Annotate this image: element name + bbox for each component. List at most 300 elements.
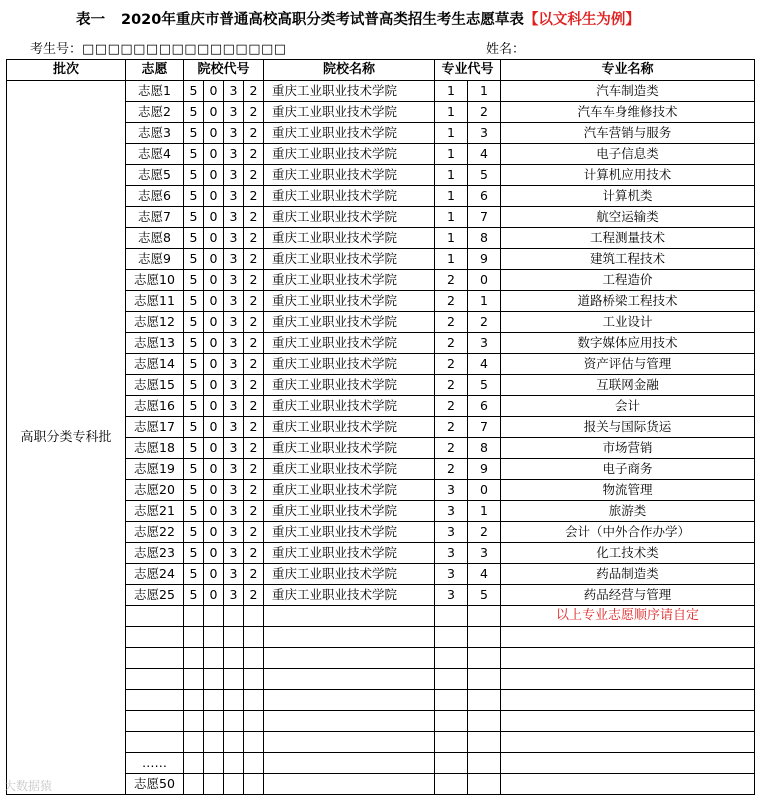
exam-number-boxes[interactable]: □□□□□□□□□□□□□□□□ xyxy=(82,42,287,57)
school-name-cell[interactable]: 重庆工业职业技术学院 xyxy=(264,312,435,333)
major-code-digit[interactable]: 1 xyxy=(435,144,468,165)
school-code-digit[interactable] xyxy=(224,732,244,753)
major-code-digit[interactable]: 8 xyxy=(468,438,501,459)
school-code-digit[interactable]: 5 xyxy=(184,249,204,270)
major-name-cell[interactable] xyxy=(501,648,755,669)
school-code-digit[interactable]: 5 xyxy=(184,522,204,543)
school-code-digit[interactable]: 0 xyxy=(204,438,224,459)
major-name-cell[interactable]: 物流管理 xyxy=(501,480,755,501)
school-code-digit[interactable]: 0 xyxy=(204,207,224,228)
school-code-digit[interactable]: 0 xyxy=(204,291,224,312)
major-code-digit[interactable]: 2 xyxy=(435,291,468,312)
school-code-digit[interactable]: 3 xyxy=(224,396,244,417)
school-code-digit[interactable]: 3 xyxy=(224,417,244,438)
major-code-digit[interactable]: 3 xyxy=(468,333,501,354)
school-name-cell[interactable] xyxy=(264,753,435,774)
school-code-digit[interactable]: 0 xyxy=(204,459,224,480)
school-code-digit[interactable]: 2 xyxy=(244,165,264,186)
major-code-digit[interactable]: 2 xyxy=(435,417,468,438)
school-code-digit[interactable]: 0 xyxy=(204,144,224,165)
major-code-digit[interactable]: 8 xyxy=(468,228,501,249)
major-name-cell[interactable] xyxy=(501,753,755,774)
major-code-digit[interactable]: 5 xyxy=(468,375,501,396)
major-code-digit[interactable]: 3 xyxy=(435,585,468,606)
school-code-digit[interactable]: 0 xyxy=(204,543,224,564)
wish-cell[interactable]: 志愿20 xyxy=(126,480,184,501)
school-code-digit[interactable]: 3 xyxy=(224,354,244,375)
major-code-digit[interactable]: 3 xyxy=(468,543,501,564)
major-code-digit[interactable]: 3 xyxy=(435,480,468,501)
major-code-digit[interactable]: 2 xyxy=(468,102,501,123)
school-code-digit[interactable]: 5 xyxy=(184,543,204,564)
major-name-cell[interactable]: 汽车制造类 xyxy=(501,81,755,102)
school-code-digit[interactable]: 0 xyxy=(204,333,224,354)
school-name-cell[interactable] xyxy=(264,606,435,627)
major-code-digit[interactable]: 1 xyxy=(435,249,468,270)
school-code-digit[interactable]: 0 xyxy=(204,81,224,102)
major-name-cell[interactable]: 会计 xyxy=(501,396,755,417)
school-code-digit[interactable]: 2 xyxy=(244,207,264,228)
school-name-cell[interactable]: 重庆工业职业技术学院 xyxy=(264,522,435,543)
school-code-digit[interactable]: 5 xyxy=(184,165,204,186)
school-code-digit[interactable]: 2 xyxy=(244,522,264,543)
school-code-digit[interactable] xyxy=(184,753,204,774)
school-code-digit[interactable]: 5 xyxy=(184,585,204,606)
school-code-digit[interactable]: 5 xyxy=(184,144,204,165)
school-code-digit[interactable]: 3 xyxy=(224,543,244,564)
school-code-digit[interactable]: 5 xyxy=(184,375,204,396)
school-code-digit[interactable]: 2 xyxy=(244,543,264,564)
school-name-cell[interactable] xyxy=(264,648,435,669)
school-code-digit[interactable] xyxy=(184,690,204,711)
school-code-digit[interactable]: 0 xyxy=(204,564,224,585)
school-code-digit[interactable]: 2 xyxy=(244,333,264,354)
major-name-cell[interactable] xyxy=(501,669,755,690)
major-code-digit[interactable]: 4 xyxy=(468,564,501,585)
major-code-digit[interactable]: 2 xyxy=(435,438,468,459)
major-name-cell[interactable]: 电子信息类 xyxy=(501,144,755,165)
school-code-digit[interactable] xyxy=(244,753,264,774)
school-name-cell[interactable]: 重庆工业职业技术学院 xyxy=(264,396,435,417)
school-code-digit[interactable]: 2 xyxy=(244,102,264,123)
major-code-digit[interactable]: 2 xyxy=(435,396,468,417)
school-name-cell[interactable] xyxy=(264,690,435,711)
wish-cell[interactable]: 志愿14 xyxy=(126,354,184,375)
major-code-digit[interactable] xyxy=(435,690,468,711)
school-code-digit[interactable]: 0 xyxy=(204,480,224,501)
school-code-digit[interactable]: 5 xyxy=(184,312,204,333)
school-name-cell[interactable]: 重庆工业职业技术学院 xyxy=(264,207,435,228)
school-code-digit[interactable]: 2 xyxy=(244,438,264,459)
wish-cell[interactable]: …… xyxy=(126,753,184,774)
major-code-digit[interactable] xyxy=(468,774,501,795)
school-code-digit[interactable]: 0 xyxy=(204,186,224,207)
major-code-digit[interactable]: 0 xyxy=(468,480,501,501)
major-code-digit[interactable]: 6 xyxy=(468,186,501,207)
major-name-cell[interactable]: 汽车车身维修技术 xyxy=(501,102,755,123)
school-code-digit[interactable]: 5 xyxy=(184,438,204,459)
school-code-digit[interactable]: 3 xyxy=(224,564,244,585)
major-code-digit[interactable]: 0 xyxy=(468,270,501,291)
school-code-digit[interactable]: 2 xyxy=(244,123,264,144)
major-code-digit[interactable]: 3 xyxy=(468,123,501,144)
major-code-digit[interactable] xyxy=(435,606,468,627)
school-code-digit[interactable]: 5 xyxy=(184,228,204,249)
school-code-digit[interactable] xyxy=(244,690,264,711)
school-code-digit[interactable] xyxy=(204,711,224,732)
major-name-cell[interactable]: 汽车营销与服务 xyxy=(501,123,755,144)
school-code-digit[interactable]: 2 xyxy=(244,480,264,501)
school-code-digit[interactable]: 3 xyxy=(224,186,244,207)
school-code-digit[interactable]: 3 xyxy=(224,249,244,270)
school-code-digit[interactable] xyxy=(224,753,244,774)
school-code-digit[interactable]: 3 xyxy=(224,312,244,333)
major-code-digit[interactable]: 1 xyxy=(435,81,468,102)
school-code-digit[interactable]: 2 xyxy=(244,501,264,522)
major-code-digit[interactable]: 4 xyxy=(468,354,501,375)
major-code-digit[interactable]: 3 xyxy=(435,522,468,543)
school-code-digit[interactable]: 5 xyxy=(184,459,204,480)
school-code-digit[interactable] xyxy=(244,648,264,669)
school-code-digit[interactable]: 0 xyxy=(204,522,224,543)
wish-cell[interactable]: 志愿4 xyxy=(126,144,184,165)
school-code-digit[interactable] xyxy=(204,690,224,711)
school-code-digit[interactable] xyxy=(244,732,264,753)
major-code-digit[interactable]: 1 xyxy=(468,501,501,522)
wish-cell[interactable]: 志愿50 xyxy=(126,774,184,795)
major-name-cell[interactable]: 药品制造类 xyxy=(501,564,755,585)
major-code-digit[interactable]: 7 xyxy=(468,417,501,438)
major-code-digit[interactable] xyxy=(468,711,501,732)
major-name-cell[interactable]: 计算机类 xyxy=(501,186,755,207)
major-name-cell[interactable]: 建筑工程技术 xyxy=(501,249,755,270)
school-code-digit[interactable]: 2 xyxy=(244,249,264,270)
school-code-digit[interactable] xyxy=(224,711,244,732)
school-code-digit[interactable] xyxy=(204,669,224,690)
school-code-digit[interactable]: 2 xyxy=(244,354,264,375)
school-code-digit[interactable]: 0 xyxy=(204,396,224,417)
major-name-cell[interactable]: 市场营销 xyxy=(501,438,755,459)
major-code-digit[interactable]: 2 xyxy=(435,312,468,333)
major-code-digit[interactable]: 1 xyxy=(435,228,468,249)
major-name-cell[interactable] xyxy=(501,690,755,711)
school-name-cell[interactable]: 重庆工业职业技术学院 xyxy=(264,186,435,207)
school-code-digit[interactable]: 2 xyxy=(244,228,264,249)
school-code-digit[interactable]: 2 xyxy=(244,144,264,165)
school-code-digit[interactable]: 3 xyxy=(224,165,244,186)
school-code-digit[interactable]: 3 xyxy=(224,270,244,291)
school-code-digit[interactable]: 5 xyxy=(184,417,204,438)
school-code-digit[interactable]: 3 xyxy=(224,585,244,606)
school-code-digit[interactable] xyxy=(244,774,264,795)
school-code-digit[interactable]: 5 xyxy=(184,207,204,228)
major-code-digit[interactable]: 9 xyxy=(468,459,501,480)
school-name-cell[interactable] xyxy=(264,732,435,753)
major-name-cell[interactable] xyxy=(501,774,755,795)
school-code-digit[interactable] xyxy=(204,606,224,627)
wish-cell[interactable]: 志愿11 xyxy=(126,291,184,312)
school-code-digit[interactable] xyxy=(244,606,264,627)
school-code-digit[interactable]: 2 xyxy=(244,291,264,312)
school-code-digit[interactable]: 0 xyxy=(204,501,224,522)
school-name-cell[interactable]: 重庆工业职业技术学院 xyxy=(264,438,435,459)
wish-cell[interactable]: 志愿23 xyxy=(126,543,184,564)
school-code-digit[interactable] xyxy=(204,774,224,795)
wish-cell[interactable] xyxy=(126,690,184,711)
wish-cell[interactable]: 志愿5 xyxy=(126,165,184,186)
school-code-digit[interactable]: 2 xyxy=(244,585,264,606)
wish-cell[interactable] xyxy=(126,648,184,669)
school-code-digit[interactable]: 5 xyxy=(184,123,204,144)
major-name-cell[interactable]: 资产评估与管理 xyxy=(501,354,755,375)
school-code-digit[interactable] xyxy=(184,606,204,627)
wish-cell[interactable]: 志愿1 xyxy=(126,81,184,102)
major-code-digit[interactable] xyxy=(435,627,468,648)
school-code-digit[interactable] xyxy=(224,606,244,627)
wish-cell[interactable]: 志愿6 xyxy=(126,186,184,207)
school-code-digit[interactable]: 5 xyxy=(184,81,204,102)
school-name-cell[interactable]: 重庆工业职业技术学院 xyxy=(264,228,435,249)
major-code-digit[interactable]: 1 xyxy=(435,186,468,207)
school-code-digit[interactable]: 0 xyxy=(204,102,224,123)
school-code-digit[interactable]: 0 xyxy=(204,375,224,396)
school-name-cell[interactable]: 重庆工业职业技术学院 xyxy=(264,123,435,144)
school-name-cell[interactable]: 重庆工业职业技术学院 xyxy=(264,102,435,123)
school-code-digit[interactable]: 3 xyxy=(224,228,244,249)
wish-cell[interactable]: 志愿18 xyxy=(126,438,184,459)
major-code-digit[interactable]: 1 xyxy=(468,81,501,102)
wish-cell[interactable]: 志愿22 xyxy=(126,522,184,543)
major-code-digit[interactable]: 3 xyxy=(435,501,468,522)
school-code-digit[interactable] xyxy=(204,627,224,648)
wish-cell[interactable] xyxy=(126,669,184,690)
school-code-digit[interactable]: 5 xyxy=(184,480,204,501)
major-name-cell[interactable]: 数字媒体应用技术 xyxy=(501,333,755,354)
school-code-digit[interactable]: 3 xyxy=(224,501,244,522)
school-code-digit[interactable]: 5 xyxy=(184,333,204,354)
wish-cell[interactable]: 志愿21 xyxy=(126,501,184,522)
major-code-digit[interactable]: 9 xyxy=(468,249,501,270)
school-code-digit[interactable] xyxy=(184,627,204,648)
major-code-digit[interactable]: 2 xyxy=(435,459,468,480)
wish-cell[interactable]: 志愿16 xyxy=(126,396,184,417)
major-name-cell[interactable]: 化工技术类 xyxy=(501,543,755,564)
school-name-cell[interactable]: 重庆工业职业技术学院 xyxy=(264,375,435,396)
wish-cell[interactable] xyxy=(126,627,184,648)
major-code-digit[interactable]: 1 xyxy=(435,123,468,144)
school-code-digit[interactable] xyxy=(184,711,204,732)
major-name-cell[interactable]: 航空运输类 xyxy=(501,207,755,228)
wish-cell[interactable] xyxy=(126,732,184,753)
major-name-cell[interactable]: 旅游类 xyxy=(501,501,755,522)
major-code-digit[interactable]: 1 xyxy=(435,207,468,228)
school-code-digit[interactable] xyxy=(224,627,244,648)
major-code-digit[interactable]: 1 xyxy=(435,165,468,186)
school-code-digit[interactable]: 2 xyxy=(244,564,264,585)
school-code-digit[interactable]: 2 xyxy=(244,417,264,438)
major-code-digit[interactable] xyxy=(468,690,501,711)
major-code-digit[interactable] xyxy=(435,669,468,690)
school-code-digit[interactable]: 2 xyxy=(244,459,264,480)
wish-cell[interactable]: 志愿3 xyxy=(126,123,184,144)
major-name-cell[interactable]: 计算机应用技术 xyxy=(501,165,755,186)
school-code-digit[interactable] xyxy=(184,648,204,669)
school-code-digit[interactable]: 5 xyxy=(184,354,204,375)
school-code-digit[interactable] xyxy=(204,648,224,669)
wish-cell[interactable]: 志愿2 xyxy=(126,102,184,123)
major-name-cell[interactable]: 电子商务 xyxy=(501,459,755,480)
school-code-digit[interactable]: 5 xyxy=(184,291,204,312)
school-code-digit[interactable] xyxy=(204,732,224,753)
major-code-digit[interactable] xyxy=(468,606,501,627)
major-code-digit[interactable] xyxy=(435,732,468,753)
school-code-digit[interactable]: 3 xyxy=(224,480,244,501)
school-code-digit[interactable] xyxy=(184,774,204,795)
school-code-digit[interactable]: 2 xyxy=(244,81,264,102)
school-name-cell[interactable]: 重庆工业职业技术学院 xyxy=(264,333,435,354)
wish-cell[interactable]: 志愿17 xyxy=(126,417,184,438)
school-code-digit[interactable] xyxy=(204,753,224,774)
major-name-cell[interactable]: 工程测量技术 xyxy=(501,228,755,249)
school-name-cell[interactable] xyxy=(264,627,435,648)
major-name-cell[interactable]: 互联网金融 xyxy=(501,375,755,396)
wish-cell[interactable] xyxy=(126,711,184,732)
school-code-digit[interactable]: 0 xyxy=(204,417,224,438)
major-code-digit[interactable] xyxy=(435,648,468,669)
major-code-digit[interactable]: 7 xyxy=(468,207,501,228)
school-name-cell[interactable] xyxy=(264,774,435,795)
major-code-digit[interactable]: 4 xyxy=(468,144,501,165)
major-code-digit[interactable]: 2 xyxy=(435,375,468,396)
school-code-digit[interactable]: 0 xyxy=(204,228,224,249)
major-code-digit[interactable] xyxy=(435,753,468,774)
school-code-digit[interactable]: 5 xyxy=(184,396,204,417)
wish-cell[interactable]: 志愿8 xyxy=(126,228,184,249)
school-name-cell[interactable]: 重庆工业职业技术学院 xyxy=(264,501,435,522)
wish-cell[interactable]: 志愿15 xyxy=(126,375,184,396)
school-name-cell[interactable]: 重庆工业职业技术学院 xyxy=(264,564,435,585)
school-code-digit[interactable]: 2 xyxy=(244,186,264,207)
school-code-digit[interactable]: 0 xyxy=(204,123,224,144)
school-code-digit[interactable] xyxy=(244,711,264,732)
school-code-digit[interactable]: 2 xyxy=(244,270,264,291)
school-code-digit[interactable]: 2 xyxy=(244,396,264,417)
school-name-cell[interactable]: 重庆工业职业技术学院 xyxy=(264,543,435,564)
school-name-cell[interactable]: 重庆工业职业技术学院 xyxy=(264,585,435,606)
wish-cell[interactable] xyxy=(126,606,184,627)
major-code-digit[interactable] xyxy=(435,711,468,732)
school-code-digit[interactable]: 3 xyxy=(224,438,244,459)
school-code-digit[interactable]: 5 xyxy=(184,501,204,522)
school-code-digit[interactable] xyxy=(224,648,244,669)
school-name-cell[interactable]: 重庆工业职业技术学院 xyxy=(264,354,435,375)
school-code-digit[interactable] xyxy=(244,627,264,648)
major-code-digit[interactable]: 5 xyxy=(468,585,501,606)
major-code-digit[interactable]: 1 xyxy=(468,291,501,312)
major-code-digit[interactable]: 2 xyxy=(468,312,501,333)
major-code-digit[interactable] xyxy=(468,627,501,648)
school-name-cell[interactable]: 重庆工业职业技术学院 xyxy=(264,249,435,270)
school-code-digit[interactable]: 2 xyxy=(244,375,264,396)
school-code-digit[interactable] xyxy=(184,732,204,753)
major-code-digit[interactable]: 6 xyxy=(468,396,501,417)
major-name-cell[interactable]: 药品经营与管理 xyxy=(501,585,755,606)
major-code-digit[interactable]: 1 xyxy=(435,102,468,123)
major-code-digit[interactable]: 2 xyxy=(468,522,501,543)
major-code-digit[interactable]: 3 xyxy=(435,543,468,564)
school-code-digit[interactable]: 2 xyxy=(244,312,264,333)
school-name-cell[interactable]: 重庆工业职业技术学院 xyxy=(264,165,435,186)
school-name-cell[interactable]: 重庆工业职业技术学院 xyxy=(264,480,435,501)
school-code-digit[interactable]: 3 xyxy=(224,333,244,354)
major-code-digit[interactable] xyxy=(435,774,468,795)
school-code-digit[interactable]: 3 xyxy=(224,375,244,396)
school-code-digit[interactable]: 3 xyxy=(224,459,244,480)
wish-cell[interactable]: 志愿12 xyxy=(126,312,184,333)
school-code-digit[interactable]: 5 xyxy=(184,270,204,291)
wish-cell[interactable]: 志愿7 xyxy=(126,207,184,228)
major-code-digit[interactable]: 2 xyxy=(435,270,468,291)
school-code-digit[interactable]: 3 xyxy=(224,291,244,312)
school-name-cell[interactable] xyxy=(264,669,435,690)
major-name-cell[interactable] xyxy=(501,711,755,732)
wish-cell[interactable]: 志愿13 xyxy=(126,333,184,354)
wish-cell[interactable]: 志愿25 xyxy=(126,585,184,606)
major-name-cell[interactable]: 道路桥梁工程技术 xyxy=(501,291,755,312)
school-name-cell[interactable]: 重庆工业职业技术学院 xyxy=(264,270,435,291)
school-code-digit[interactable]: 0 xyxy=(204,312,224,333)
school-code-digit[interactable] xyxy=(224,774,244,795)
major-name-cell[interactable] xyxy=(501,732,755,753)
school-code-digit[interactable]: 3 xyxy=(224,522,244,543)
school-code-digit[interactable]: 5 xyxy=(184,186,204,207)
school-code-digit[interactable] xyxy=(224,669,244,690)
school-name-cell[interactable]: 重庆工业职业技术学院 xyxy=(264,81,435,102)
school-code-digit[interactable]: 0 xyxy=(204,165,224,186)
school-code-digit[interactable] xyxy=(244,669,264,690)
school-name-cell[interactable]: 重庆工业职业技术学院 xyxy=(264,144,435,165)
school-name-cell[interactable] xyxy=(264,711,435,732)
school-code-digit[interactable] xyxy=(224,690,244,711)
school-code-digit[interactable]: 0 xyxy=(204,270,224,291)
wish-cell[interactable]: 志愿9 xyxy=(126,249,184,270)
major-code-digit[interactable]: 5 xyxy=(468,165,501,186)
school-code-digit[interactable]: 3 xyxy=(224,207,244,228)
major-name-cell[interactable]: 报关与国际货运 xyxy=(501,417,755,438)
major-code-digit[interactable]: 2 xyxy=(435,354,468,375)
school-code-digit[interactable]: 3 xyxy=(224,102,244,123)
school-code-digit[interactable]: 5 xyxy=(184,102,204,123)
major-code-digit[interactable] xyxy=(468,753,501,774)
school-code-digit[interactable]: 3 xyxy=(224,123,244,144)
school-code-digit[interactable]: 3 xyxy=(224,144,244,165)
major-name-cell[interactable]: 工程造价 xyxy=(501,270,755,291)
major-code-digit[interactable]: 2 xyxy=(435,333,468,354)
wish-cell[interactable]: 志愿24 xyxy=(126,564,184,585)
school-code-digit[interactable] xyxy=(184,669,204,690)
major-name-cell[interactable]: 会计（中外合作办学） xyxy=(501,522,755,543)
major-code-digit[interactable] xyxy=(468,669,501,690)
school-code-digit[interactable]: 0 xyxy=(204,249,224,270)
school-name-cell[interactable]: 重庆工业职业技术学院 xyxy=(264,291,435,312)
school-name-cell[interactable]: 重庆工业职业技术学院 xyxy=(264,417,435,438)
wish-cell[interactable]: 志愿10 xyxy=(126,270,184,291)
wish-cell[interactable]: 志愿19 xyxy=(126,459,184,480)
major-code-digit[interactable]: 3 xyxy=(435,564,468,585)
school-code-digit[interactable]: 0 xyxy=(204,354,224,375)
school-code-digit[interactable]: 3 xyxy=(224,81,244,102)
major-name-cell[interactable]: 工业设计 xyxy=(501,312,755,333)
